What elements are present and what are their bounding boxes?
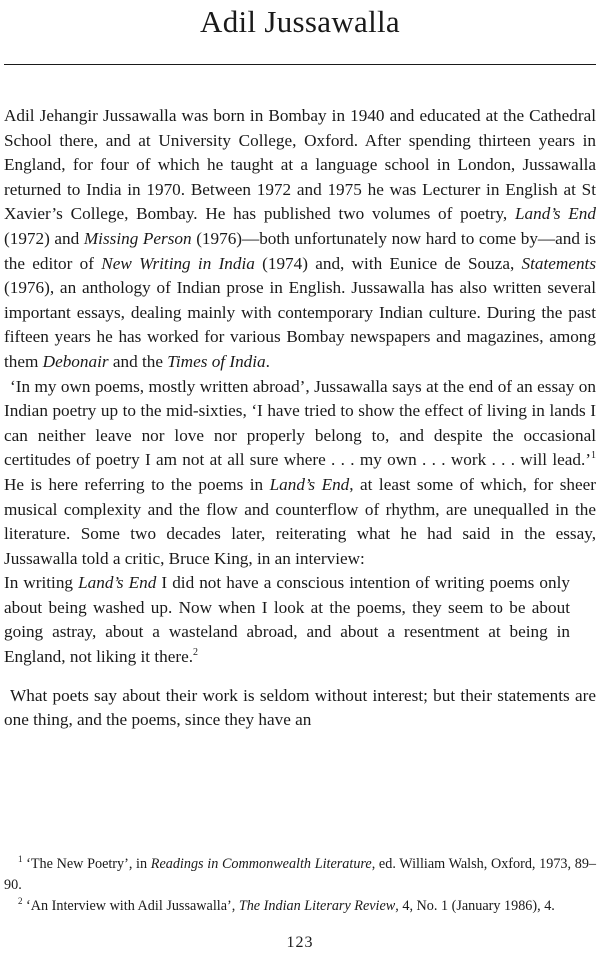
book-title-missing-person: Missing Person: [83, 228, 192, 248]
text-run: What poets say about their work is seldom without interest; but their statements are one thing, and the poems, since they have an: [4, 685, 596, 730]
text-run: ‘In my own poems, mostly written abroad’, Jussawalla says at the end of an essay on Indian poetry up to the mid-sixties, ‘I have tried to show the effect of living in lands I can neither leave nor love nor properly belong to, and despite the occasional certitudes of poetry I am not at all sure where . . . my own . . . work . . . will lead.’: [4, 376, 596, 470]
text-run: (1974) and, with Eunice de Souza,: [254, 253, 522, 273]
text-run: (1976), an anthology of Indian prose in English. Jussawalla has also written several important essays, dealing mainly with contemporary Indian culture. During the past fifteen years he has worked for various Bombay newspapers and magazines, among them: [4, 278, 596, 371]
text-run: (1976)—both unfortunately now hard to come by—and is the editor of: [4, 228, 596, 273]
paragraph-2: [4, 375, 596, 572]
block-quote: [4, 571, 570, 669]
footnote-ref-2: 2: [193, 647, 199, 659]
book-title-lands-end: Land’s End: [269, 474, 350, 494]
text-run: (1972) and: [4, 228, 84, 248]
text-run: ‘The New Poetry’, in: [22, 856, 151, 872]
footnote-1: [4, 854, 596, 896]
footnote-mark: 1: [18, 854, 23, 864]
page-number: 123: [286, 934, 314, 951]
text-run: I did not have a conscious intention of writing poems only about being washed up. Now when I look at the poems, they seem to be about going astray, about a wasteland abroad, and about a resentment at being in England, not liking it there.: [4, 573, 570, 667]
text-run: Adil Jehangir Jussawalla was born in Bombay in 1940 and educated at the Cathedral School there, and at University College, Oxford. After spending thirteen years in England, for four of which he taught at a language school in London, Jussawalla returned to India in 1970. Between 1972 and 1975 he was Lecturer in English at St Xavier’s College, Bombay. He has published two volumes of poetry,: [4, 106, 596, 224]
newspaper-title-times-of-india: Times of India: [167, 351, 266, 371]
journal-title-indian-literary-review: The Indian Literary Review: [238, 898, 396, 914]
paragraph-3: [4, 684, 596, 733]
footnotes: [4, 854, 596, 917]
body-text: [4, 104, 596, 733]
footnote-mark: 2: [18, 896, 23, 906]
book-title-readings: Readings in Commonwealth Literature: [150, 856, 372, 872]
footnote-2: [4, 896, 596, 917]
text-run: ‘An Interview with Adil Jussawalla’,: [22, 898, 239, 914]
paragraph-1: [4, 104, 596, 375]
title-rule: [4, 64, 596, 65]
text-run: , at least some of which, for sheer musical complexity and the flow and counterflow of rhythm, are unequalled in the literature. Some two decades later, reiterating what he had said in the essay, Jussawalla told a critic, Bruce King, in an interview:: [4, 474, 596, 568]
book-title-lands-end: Land’s End: [515, 204, 596, 224]
text-run: , ed. William Walsh, Oxford, 1973, 89–90.: [4, 856, 597, 893]
book-title-statements: Statements: [521, 253, 597, 273]
book-title-lands-end: Land’s End: [78, 573, 157, 593]
text-run: and the: [108, 351, 168, 371]
text-run: He is here referring to the poems in: [4, 474, 270, 494]
chapter-title: Adil Jussawalla: [200, 4, 400, 39]
text-run: In writing: [4, 573, 79, 593]
text-run: , 4, No. 1 (January 1986), 4.: [395, 898, 555, 914]
magazine-title-debonair: Debonair: [42, 351, 109, 371]
footnote-ref-1: 1: [591, 450, 596, 462]
text-run: .: [265, 351, 270, 371]
book-title-new-writing-in-india: New Writing in India: [101, 253, 255, 273]
